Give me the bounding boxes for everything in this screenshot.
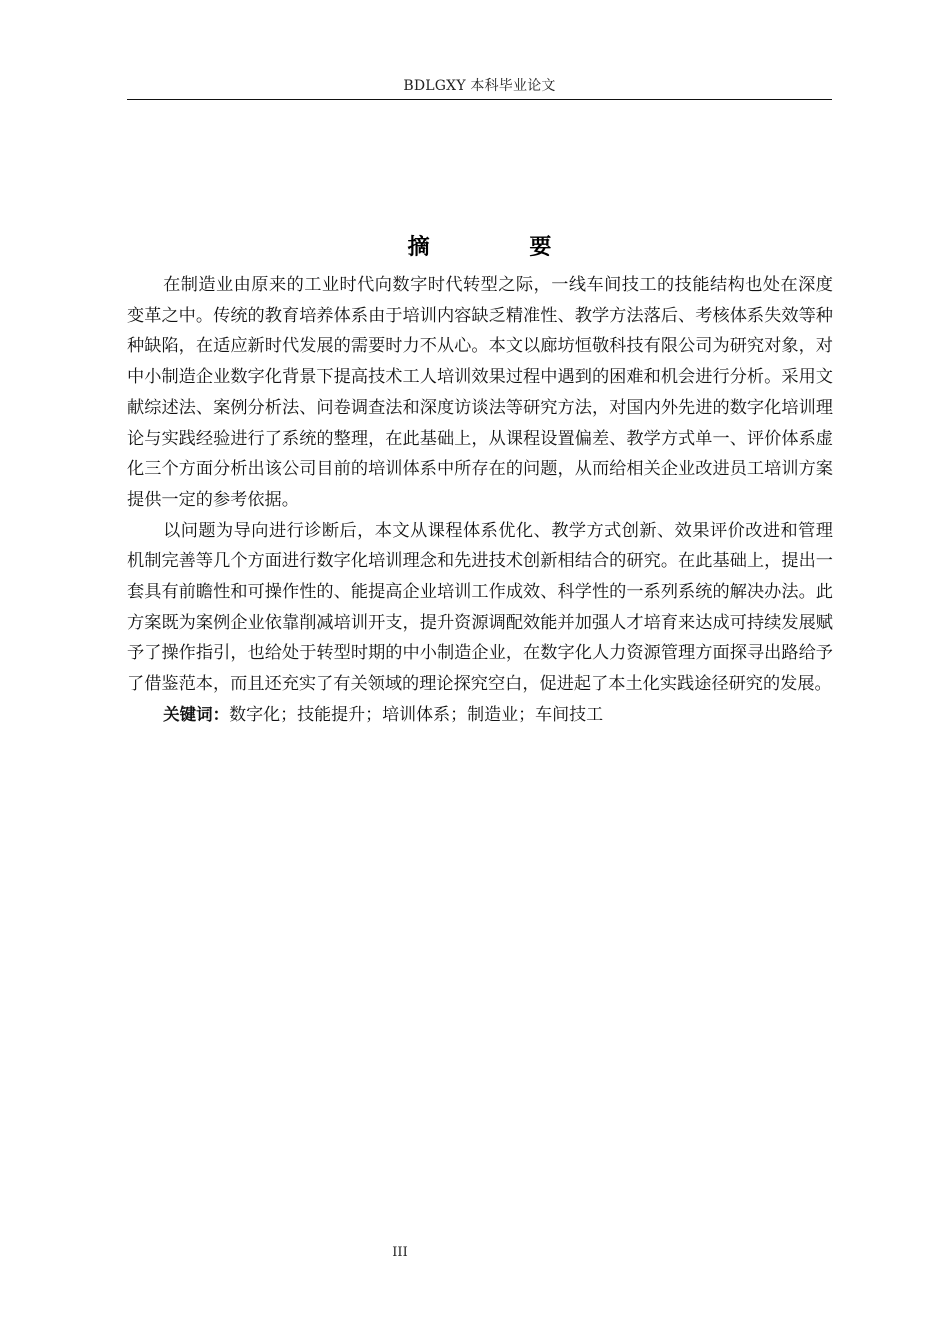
abstract-paragraph-1: 在制造业由原来的工业时代向数字时代转型之际，一线车间技工的技能结构也处在深度变革之中。传统的教育培养体系由于培训内容缺乏精准性、教学方法落后、考核体系失效等种种缺陷，在适应新时代发展的需要时力不从心。本文以廊坊恒敬科技有限公司为研究对象，对中小制造企业数字化背景下提高技术工人培训效果过程中遇到的困难和机会进行分析。采用文献综述法、案例分析法、问卷调查法和深度访谈法等研究方法，对国内外先进的数字化培训理论与实践经验进行了系统的整理，在此基础上，从课程设置偏差、教学方式单一、评价体系虚化三个方面分析出该公司目前的培训体系中所存在的问题，从而给相关企业改进员工培训方案提供一定的参考依据。: [127, 275, 833, 510]
keywords-label: 关键词：: [163, 704, 230, 724]
keywords-line: [127, 700, 833, 731]
abstract-paragraph-2: 以问题为导向进行诊断后，本文从课程体系优化、教学方式创新、效果评价改进和管理机制完善等几个方面进行数字化培训理念和先进技术创新相结合的研究。在此基础上，提出一套具有前瞻性和可操作性的、能提高企业培训工作成效、科学性的一系列系统的解决办法。此方案既为案例企业依靠削减培训开支，提升资源调配效能并加强人才培育来达成可持续发展赋予了操作指引，也给处于转型时期的中小制造企业，在数字化人力资源管理方面探寻出路给予了借鉴范本，而且还充实了有关领域的理论探究空白，促进起了本土化实践途径研究的发展。: [127, 520, 833, 695]
abstract-body: [127, 270, 833, 731]
page-number: III: [392, 1245, 408, 1260]
abstract-title: 摘 要: [407, 235, 598, 260]
keywords-text: 数字化；技能提升；培训体系；制造业；车间技工: [229, 704, 604, 725]
running-header: BDLGXY 本科毕业论文: [403, 78, 556, 94]
header-divider: [127, 99, 832, 100]
